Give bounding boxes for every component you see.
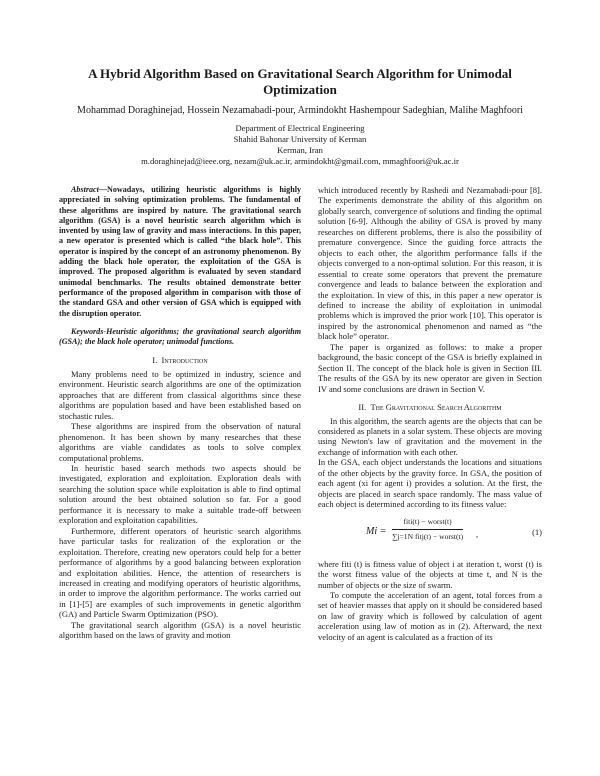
department: Department of Electrical Engineering	[235, 123, 365, 133]
paragraph: In this algorithm, the search agents are the objects that can be considered as planets in a solar system. These objects are moving using Newton's law of gravitation and the movement in the exchange of information with each other.	[318, 415, 542, 457]
paragraph: In the GSA, each object understands the locations and situations of the other objects by the gravity force. In GSA, the position of each agent (xi for agent i) provides a solution. At the first, the objects are placed in search space randomly. The mass value of each object is determined according to its fitness value:	[318, 457, 542, 510]
section-number: I.	[152, 355, 158, 366]
equation-lhs: Mi =	[366, 525, 387, 537]
right-column	[318, 185, 542, 642]
section-title: Introduction	[161, 355, 208, 366]
abstract	[59, 185, 301, 319]
equation-denominator: ∑j=1N fitj(t) − worst(t)	[392, 532, 464, 542]
equation-comma: ,	[476, 528, 479, 539]
abstract-label: Abstract	[71, 185, 99, 194]
left-column	[59, 185, 301, 641]
keywords: Keywords-Heuristic algorithms; the gravitational search algorithm (GSA); the black hole operator; unimodal functions.	[59, 326, 301, 347]
equation-numerator: fiti(t) − worst(t)	[392, 517, 463, 530]
paper-title	[40, 66, 560, 98]
section-heading-introduction	[59, 355, 301, 365]
paragraph: which introduced recently by Rashedi and Nezamabadi-pour [8]. The experiments demonstrate the ability of this algorithm on globally search, convergence of solutions and finding the optimal solution [6-9]. Although the ability of GSA is proved by many researches on different problems, there is also the possibility of premature convergence. Since the guiding force attracts the objects to each other, the algorithm performance falls if the objects converged to a non-optimal solution. For this reason, it is essential to create some operators that prevent the premature convergence and leads to balance between the exploration and the exploitation. In view of this, in this paper a new operator is defined to increase the ability of exploitation in unimodal problems which is improved the prior work [10]. This operator is inspired by the astronomical phenomenon and named as “the black hole” operator.	[318, 185, 542, 342]
title-line-2: Optimization	[263, 82, 337, 97]
equation-fraction	[392, 517, 463, 543]
abstract-text: —Nowadays, utilizing heuristic algorithms is highly appreciated in solving optimization problems. The fundamental of these algorithms are inspired by nature. The gravitational search algorithm (GSA) is a novel heuristic search algorithm which is invented by using law of gravity and mass interactions. In this paper, a new operator is presented which is called “the black hole”. This operator is inspired by the concept of an astronomy phenomenon. By adding the black hole operator, the exploitation of the GSA is improved. The proposed algorithm is evaluated by seven standard unimodal benchmarks. The results obtained demonstrate better performance of the proposed algorithm in comparison with those of the standard GSA and other version of GSA which is equipped with the disruption operator.	[59, 185, 301, 318]
paragraph: These algorithms are inspired from the observation of natural phenomenon. It has been shown by many researches that these algorithms are viable candidates as tools to solve complex computational problems.	[59, 421, 301, 463]
section-title: The Gravitational Search Algorithm	[370, 402, 502, 413]
paragraph: where fiti (t) is fitness value of object i at iteration t, worst (t) is the worst fitness value of the objects at time t, and N is the number of objects or the size of swarm.	[318, 558, 542, 590]
paragraph: To compute the acceleration of an agent, total forces from a set of heavier masses that apply on it should be considered based on law of gravity which is followed by calculation of agent acceleration using law of motion as in (2). Afterward, the next velocity of an agent is calculated as a fraction of its	[318, 589, 542, 642]
paragraph: Furthermore, different operators of heuristic search algorithms have particular tasks for realization of the exploration or the exploitation. Therefore, creating new operators could help for a better performance of algorithms by a good balancing between exploration and exploitation abilities. Hence, the attention of researchers is increased in creating and modifying operators of heuristic algorithms, in order to improve the algorithm performance. The works carried out in [1]-[5] are examples of such improvements in genetic algorithm (GA) and Particle Swarm Optimization (PSO).	[59, 525, 301, 620]
title-line-1: A Hybrid Algorithm Based on Gravitational Search Algorithm for Unimodal	[88, 66, 512, 81]
email-list: m.doraghinejad@ieee.org, nezam@uk.ac.ir, armindokht@gmail.com, mmaghfoori@uk.ac.ir	[141, 156, 459, 166]
section-heading-gsa	[318, 402, 542, 412]
affiliation-block	[60, 123, 540, 167]
paragraph: The paper is organized as follows: to make a proper background, the basic concept of the GSA is briefly explained in Section II. The concept of the black hole is given in Section III. The results of the GSA by its new operator are given in Section IV and some conclusions are drawn in Section V.	[318, 341, 542, 394]
paragraph: In heuristic based search methods two aspects should be investigated, exploration and exploitation. Exploration deals with searching the solution space while exploitation is able to find optimal solution around the best obtained solution so far. For a good performance it is necessary to make a suitable trade-off between exploration and exploitation capabilities.	[59, 462, 301, 526]
equation-1	[318, 515, 542, 555]
section-number: II.	[358, 402, 367, 413]
location: Kerman, Iran	[277, 145, 323, 155]
paragraph: Many problems need to be optimized in industry, science and environment. Heuristic search algorithms are one of the optimization approaches that are different from classical algorithms since these algorithms are population based and have been established based on stochastic rules.	[59, 368, 301, 421]
author-list: Mohammad Doraghinejad, Hossein Nezamabadi-pour, Armindokht Hashempour Sadeghian, Malihe Maghfoori	[77, 105, 523, 116]
equation-number: (1)	[532, 526, 542, 537]
university: Shahid Bahonar University of Kerman	[233, 134, 367, 144]
paragraph: The gravitational search algorithm (GSA) is a novel heuristic algorithm based on the laws of gravity and motion	[59, 619, 301, 641]
